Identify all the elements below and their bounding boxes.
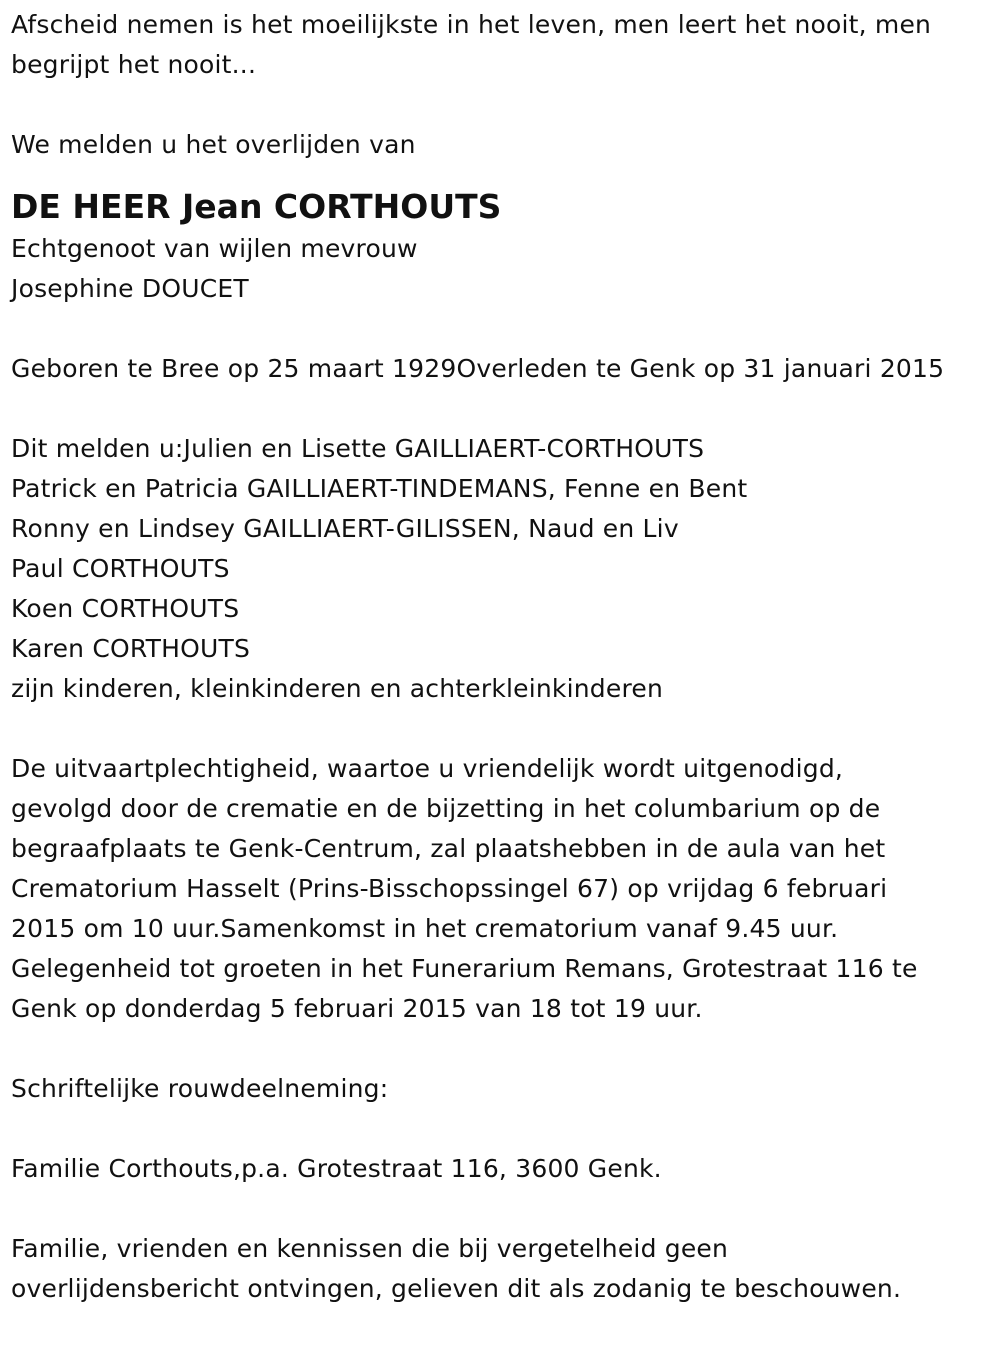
closing-line: Familie, vrienden en kennissen die bij vergetelheid geen [11, 1234, 729, 1263]
family-list [11, 429, 1000, 709]
closing-line: overlijdensbericht ontvingen, gelieven dit als zodanig te beschouwen. [11, 1274, 902, 1303]
ceremony-line: Genk op donderdag 5 februari 2015 van 18 tot 19 uur. [11, 994, 703, 1023]
ceremony-line: begraafplaats te Genk-Centrum, zal plaatshebben in de aula van het [11, 834, 886, 863]
family-line: Ronny en Lindsey GAILLIAERT-GILISSEN, Naud en Liv [11, 514, 679, 543]
ceremony-line: Crematorium Hasselt (Prins-Bisschopssingel 67) op vrijdag 6 februari [11, 874, 888, 903]
family-line: Karen CORTHOUTS [11, 634, 251, 663]
spacer [11, 85, 1000, 125]
spacer [11, 309, 1000, 349]
deceased-name: DE HEER Jean CORTHOUTS [11, 187, 502, 226]
family-line: zijn kinderen, kleinkinderen en achterkleinkinderen [11, 674, 663, 703]
spacer [11, 1189, 1000, 1229]
ceremony-line: Gelegenheid tot groeten in het Funerarium Remans, Grotestraat 116 te [11, 954, 918, 983]
closing-note [11, 1229, 1000, 1309]
family-line: Patrick en Patricia GAILLIAERT-TINDEMANS, Fenne en Bent [11, 474, 748, 503]
announcement-text: We melden u het overlijden van [11, 130, 416, 159]
spacer [11, 1109, 1000, 1149]
family-line: Dit melden u:Julien en Lisette GAILLIAERT-CORTHOUTS [11, 434, 705, 463]
intro-quote [11, 5, 1000, 85]
intro-line: Afscheid nemen is het moeilijkste in het leven, men leert het nooit, men [11, 10, 932, 39]
spacer [11, 389, 1000, 429]
condolences-address: Familie Corthouts,p.a. Grotestraat 116, 3600 Genk. [11, 1154, 662, 1183]
ceremony-line: De uitvaartplechtigheid, waartoe u vriendelijk wordt uitgenodigd, [11, 754, 844, 783]
spouse-info [11, 229, 1000, 309]
spacer [11, 709, 1000, 749]
spacer [11, 1029, 1000, 1069]
condolences-label: Schriftelijke rouwdeelneming: [11, 1074, 389, 1103]
ceremony-line: gevolgd door de crematie en de bijzetting in het columbarium op de [11, 794, 881, 823]
family-line: Koen CORTHOUTS [11, 594, 240, 623]
birth-death-dates: Geboren te Bree op 25 maart 1929Overleden te Genk op 31 januari 2015 [11, 354, 945, 383]
ceremony-details [11, 749, 1000, 1029]
family-line: Paul CORTHOUTS [11, 554, 230, 583]
intro-line: begrijpt het nooit... [11, 50, 257, 79]
spouse-line: Josephine DOUCET [11, 274, 249, 303]
spouse-line: Echtgenoot van wijlen mevrouw [11, 234, 418, 263]
ceremony-line: 2015 om 10 uur.Samenkomst in het crematorium vanaf 9.45 uur. [11, 914, 839, 943]
